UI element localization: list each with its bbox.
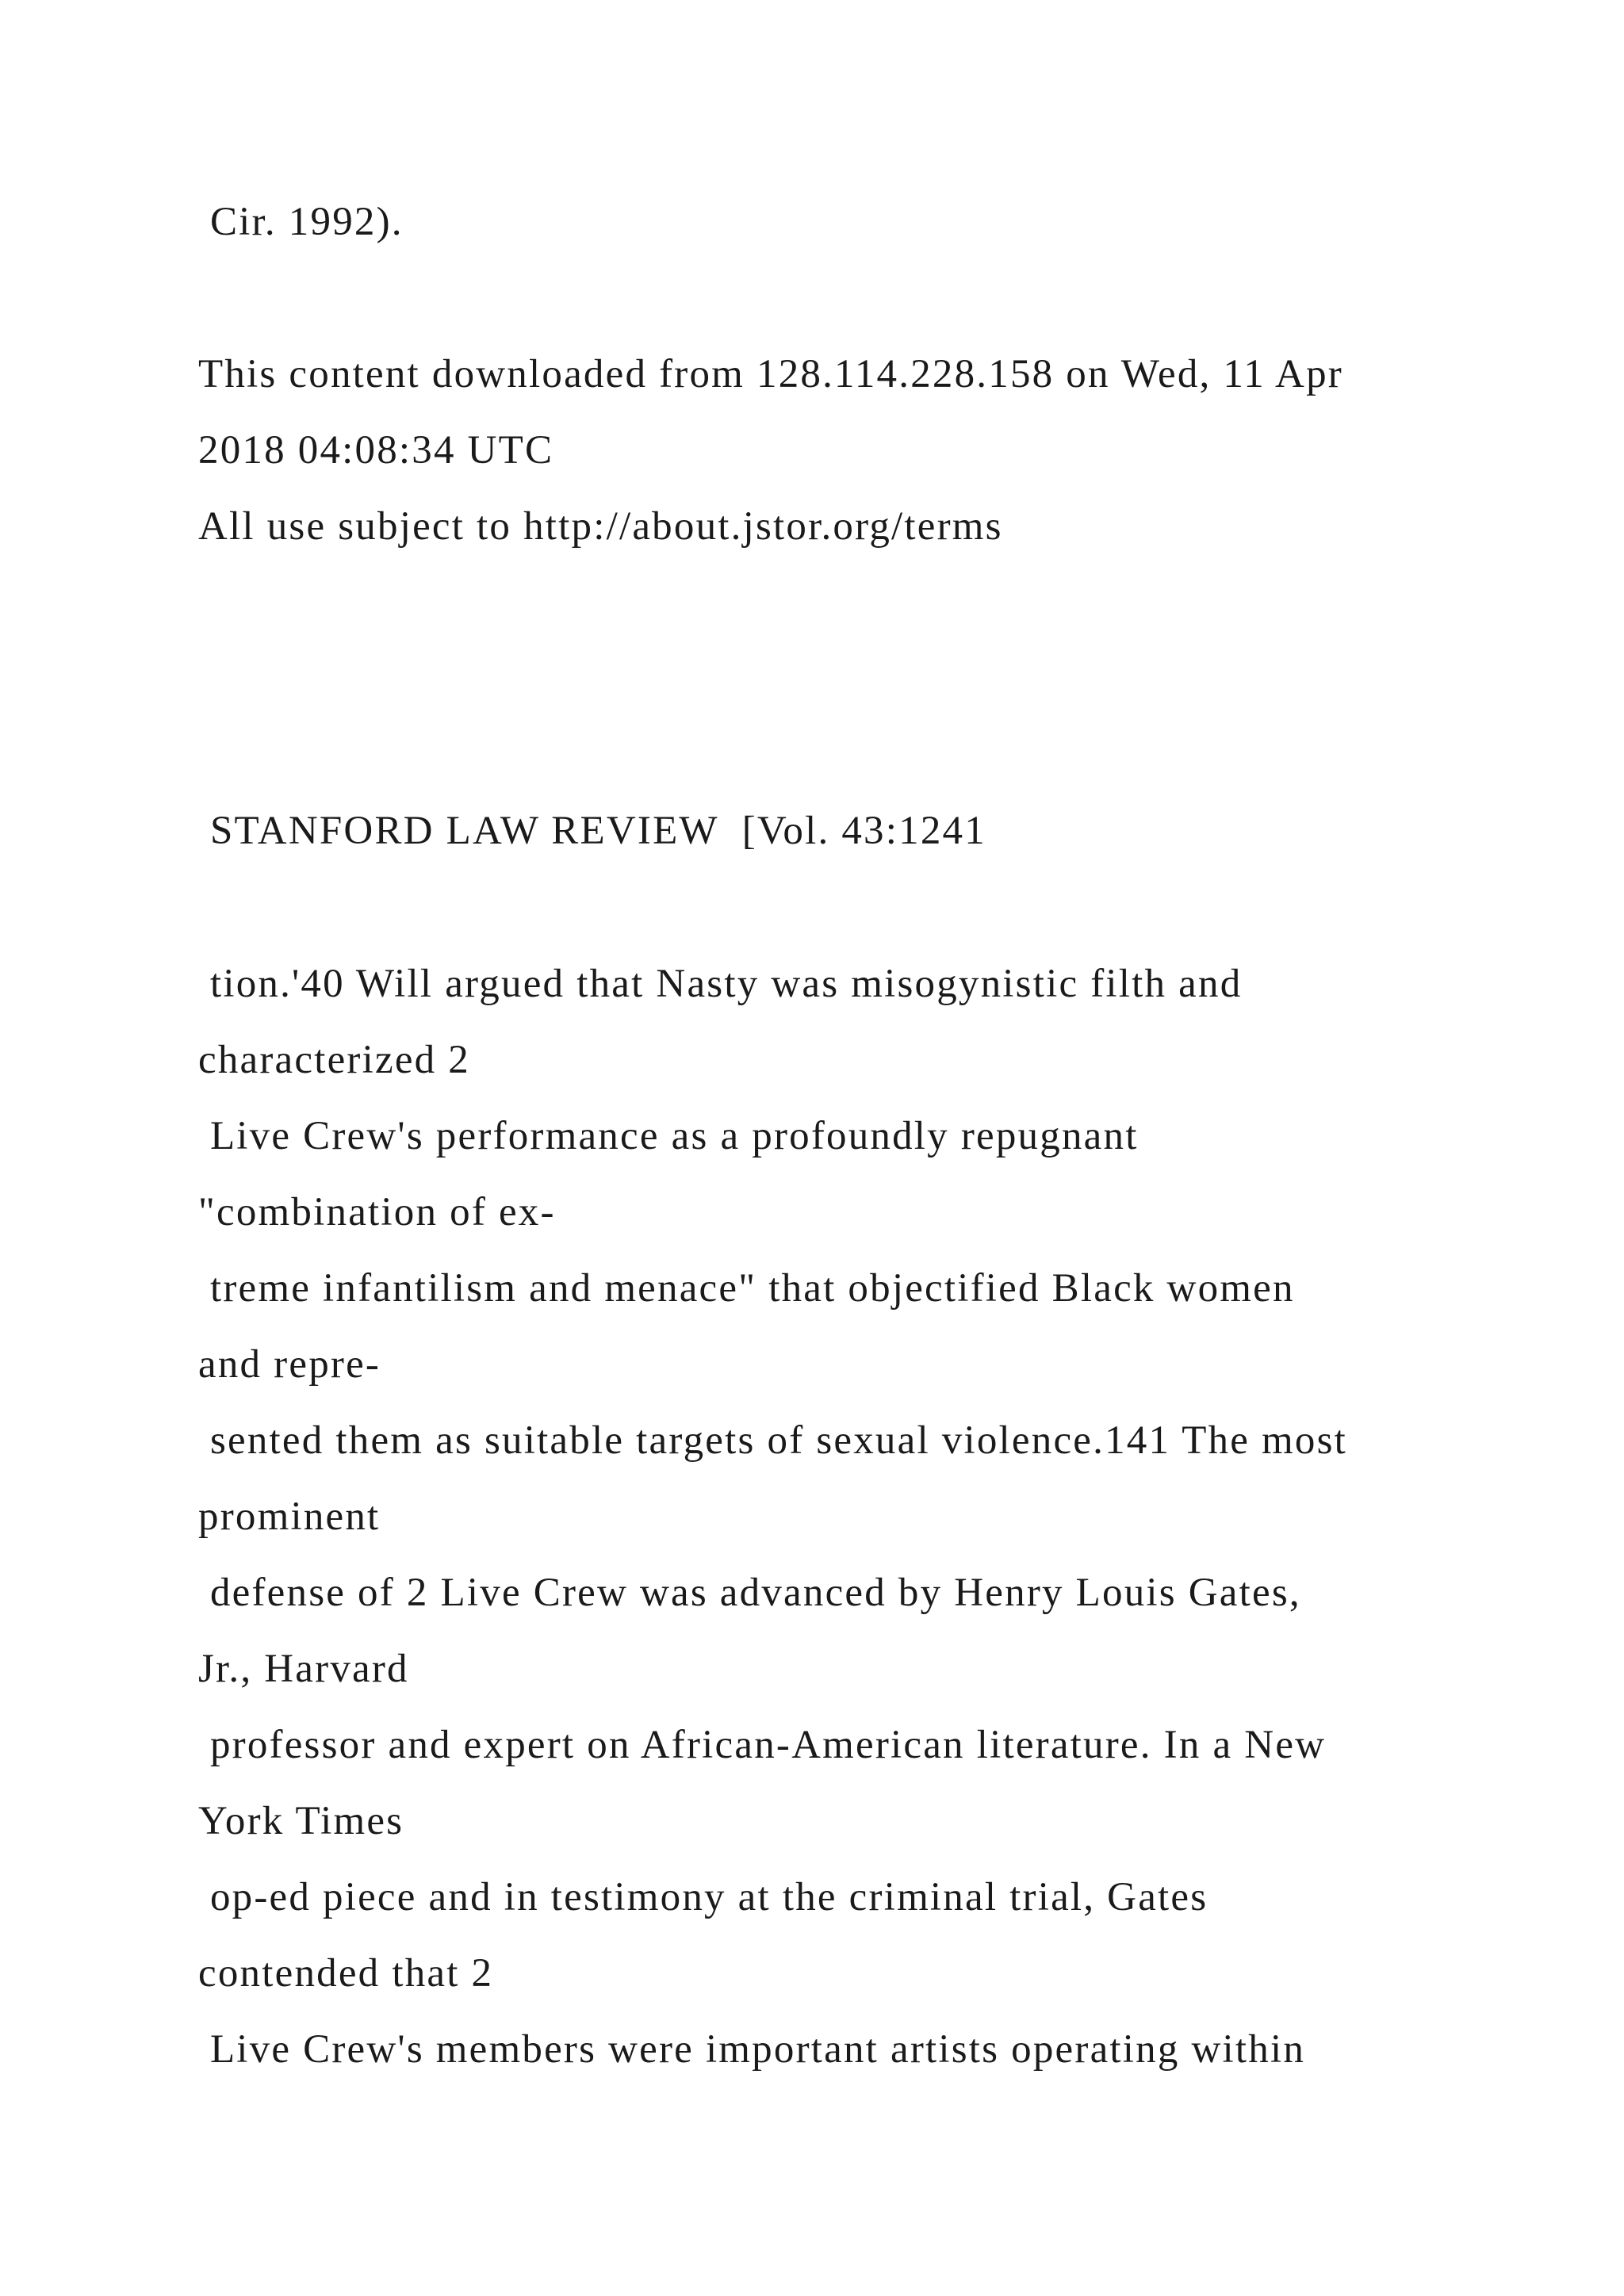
- body-text-line: op-ed piece and in testimony at the criminal trial, Gates: [198, 1875, 1208, 1919]
- jstor-download-notice: This content downloaded from 128.114.228.158 on Wed, 11 Apr: [198, 352, 1343, 396]
- body-text-line: "combination of ex-: [198, 1190, 556, 1234]
- body-text-line: prominent: [198, 1494, 381, 1539]
- jstor-terms-notice: All use subject to http://about.jstor.org/terms: [198, 504, 1003, 549]
- body-text-line: professor and expert on African-American literature. In a New: [198, 1723, 1327, 1767]
- body-text-line: and repre-: [198, 1342, 381, 1387]
- footnote-continuation: Cir. 1992).: [198, 200, 404, 244]
- body-text-line: Jr., Harvard: [198, 1647, 409, 1691]
- body-text-line: tion.'40 Will argued that Nasty was misogynistic filth and: [198, 962, 1243, 1006]
- body-text-line: treme infantilism and menace" that objectified Black women: [198, 1266, 1295, 1311]
- running-header: STANFORD LAW REVIEW [Vol. 43:1241: [198, 809, 986, 853]
- body-text-line: contended that 2: [198, 1951, 494, 1996]
- body-text-line: Live Crew's performance as a profoundly repugnant: [198, 1114, 1139, 1158]
- body-text-line: Live Crew's members were important artists operating within: [198, 2027, 1306, 2072]
- jstor-download-timestamp: 2018 04:08:34 UTC: [198, 428, 554, 473]
- body-text-line: sented them as suitable targets of sexual violence.141 The most: [198, 1418, 1348, 1463]
- body-text-line: defense of 2 Live Crew was advanced by Henry Louis Gates,: [198, 1571, 1301, 1615]
- body-text-line: characterized 2: [198, 1038, 471, 1082]
- body-text-line: York Times: [198, 1799, 404, 1843]
